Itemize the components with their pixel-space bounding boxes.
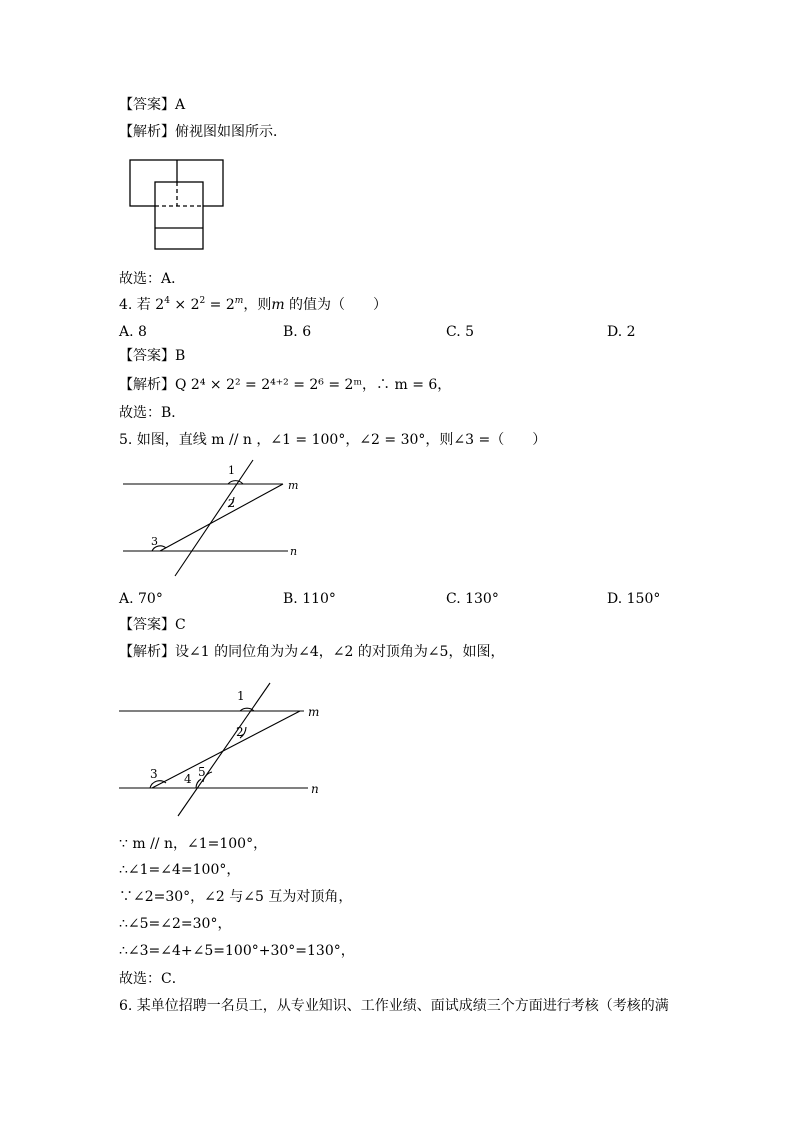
q5-step-1: ∵ m // n，∠1=100°， — [119, 836, 268, 852]
q5-label-n: n — [290, 545, 298, 558]
q3-conclusion: 故选：A． — [119, 271, 186, 287]
q5s-label-angle2: 2 — [236, 725, 244, 739]
q5s-label-angle4: 4 — [184, 772, 192, 786]
q4-option-d: D. 2 — [607, 324, 636, 340]
q5s-label-m: m — [308, 705, 320, 719]
q4-option-a: A. 8 — [119, 324, 147, 340]
q5-option-d: D. 150° — [607, 591, 661, 607]
q3-answer: 【答案】A — [119, 97, 186, 113]
q5-conclusion: 故选：C． — [119, 971, 186, 987]
q4-option-c: C. 5 — [446, 324, 475, 340]
q5-stem: 5. 如图，直线 m // n ，∠1 = 100°，∠2 = 30°，则∠3 =（ ） — [119, 432, 547, 448]
q4-option-b: B. 6 — [283, 324, 312, 340]
q5-label-angle2: 2 — [228, 497, 235, 510]
q4-conclusion: 故选：B． — [119, 405, 186, 421]
q5-option-b: B. 110° — [283, 591, 336, 607]
q4-answer: 【答案】B — [119, 348, 186, 364]
q5s-label-n: n — [311, 782, 319, 796]
q4-stem: 4. 若 $2^4 \times 2^2 = 2^m$，则m 的值为（ ） — [119, 296, 388, 313]
q5-step-2: ∴∠1=∠4=100°， — [119, 862, 241, 878]
q4-expression: $2^4 \times 2^2 = 2^m$ — [155, 296, 244, 313]
q5-label-angle1: 1 — [228, 464, 235, 477]
q5-label-angle3: 3 — [151, 535, 158, 548]
q5-answer: 【答案】C — [119, 617, 186, 633]
q5-step-3: ∵∠2=30°，∠2 与∠5 互为对顶角， — [119, 889, 353, 905]
q5s-label-angle5: 5 — [198, 765, 206, 779]
q5-step-5: ∴∠3=∠4+∠5=100°+30°=130°， — [119, 943, 355, 959]
q5-option-a: A. 70° — [119, 591, 163, 607]
q6-stem: 6. 某单位招聘一名员工，从专业知识、工作业绩、面试成绩三个方面进行考核（考核的满 — [119, 998, 669, 1014]
q5s-label-angle1: 1 — [237, 689, 245, 703]
q3-analysis: 【解析】俯视图如图所示． — [119, 124, 287, 140]
q5-option-c: C. 130° — [446, 591, 499, 607]
q4-analysis: 【解析】Q 2⁴ × 2² = 2⁴⁺² = 2⁶ = 2ᵐ，∴ m = 6， — [119, 377, 452, 393]
q5-label-m: m — [288, 479, 299, 492]
q5-analysis: 【解析】设∠1 的同位角为为∠4，∠2 的对顶角为∠5，如图， — [119, 644, 505, 660]
q5s-label-angle3: 3 — [150, 767, 158, 781]
q5-step-4: ∴∠5=∠2=30°， — [119, 916, 232, 932]
